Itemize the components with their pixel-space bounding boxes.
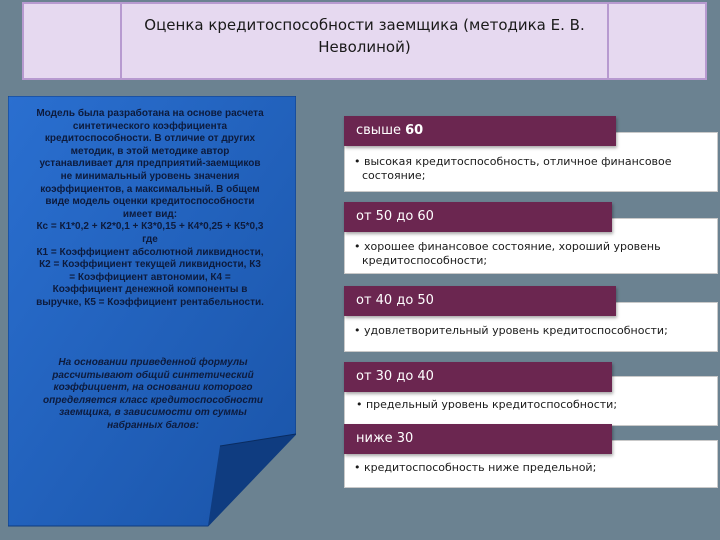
title-line-1: Оценка кредитоспособности заемщика (методика Е. В. [144,16,585,34]
model-line: = Коэффициент автономии, К4 = [69,271,231,283]
level-desc-1 [354,155,672,183]
level-range-value: 60 [405,123,424,138]
model-formula: Кс = К1*0,2 + К2*0,1 + К3*0,15 + К4*0,25 + К5*0,3 [36,221,264,233]
model-line: методик, в этой методике автор [70,145,230,157]
level-range-text: ниже 30 [356,431,414,446]
model-line: синтетического коэффициента [72,120,228,132]
desc-line: • удовлетворительный уровень кредитоспособности; [354,324,668,337]
level-desc-3 [354,324,668,338]
title-line-2: Неволиной) [318,38,411,56]
desc-line: • хорошее финансовое состояние, хороший уровень [354,240,661,253]
desc-line: • высокая кредитоспособность, отличное финансовое [354,155,672,168]
desc-line: состояние; [362,169,426,182]
model-line: имеет вид: [122,208,178,220]
model-line: выручке, К5 = Коэффициент рентабельности. [36,296,264,308]
model-line: коэффициентов, а максимальный. В общем [40,183,260,195]
model-line: К1 = Коэффициент абсолютной ликвидности, [36,246,264,258]
level-desc-4 [356,398,617,412]
level-range-text: свыше [356,123,406,138]
level-range-text: от 50 до 60 [356,209,434,224]
title-divider-right [607,4,609,78]
level-desc-2 [354,240,661,268]
title-box [22,2,707,80]
note-line: На основании приведенной формулы [58,357,248,368]
model-line: К2 = Коэффициент текущей ликвидности, К3 [39,259,261,271]
model-line: Модель была разработана на основе расчета [36,108,264,119]
model-note [28,357,278,433]
note-line: коэффициент, на основании которого [53,382,253,394]
desc-line: • кредитоспособность ниже предельной; [354,461,597,474]
level-range-text: от 40 до 50 [356,293,434,308]
model-line: устанавливает для предприятий-заемщиков [39,158,261,170]
level-range-5 [344,424,612,454]
model-line: виде модель оценки кредитоспособности [45,196,255,208]
note-line: рассчитывают общий синтетический [52,369,254,381]
level-range-3 [344,286,616,316]
desc-line: • предельный уровень кредитоспособности; [356,398,618,411]
level-desc-5 [354,461,596,475]
desc-line: кредитоспособности; [362,254,488,267]
model-line: где [142,233,158,245]
note-line: заемщика, в зависимости от суммы [59,407,247,419]
level-range-text: от 30 до 40 [356,369,434,384]
level-range-4 [344,362,612,392]
title-divider-left [120,4,122,78]
model-line: кредитоспособности. В отличие от других [44,133,256,145]
model-line: Коэффициент денежной компоненты в [52,284,248,296]
model-line: не минимальный уровень значения [60,170,240,182]
note-line: определяется класс кредитоспособности [43,394,263,406]
level-range-1 [344,116,616,146]
note-line: набранных балов: [107,419,199,431]
page-title [124,14,605,58]
level-range-2 [344,202,612,232]
model-description [8,108,292,310]
